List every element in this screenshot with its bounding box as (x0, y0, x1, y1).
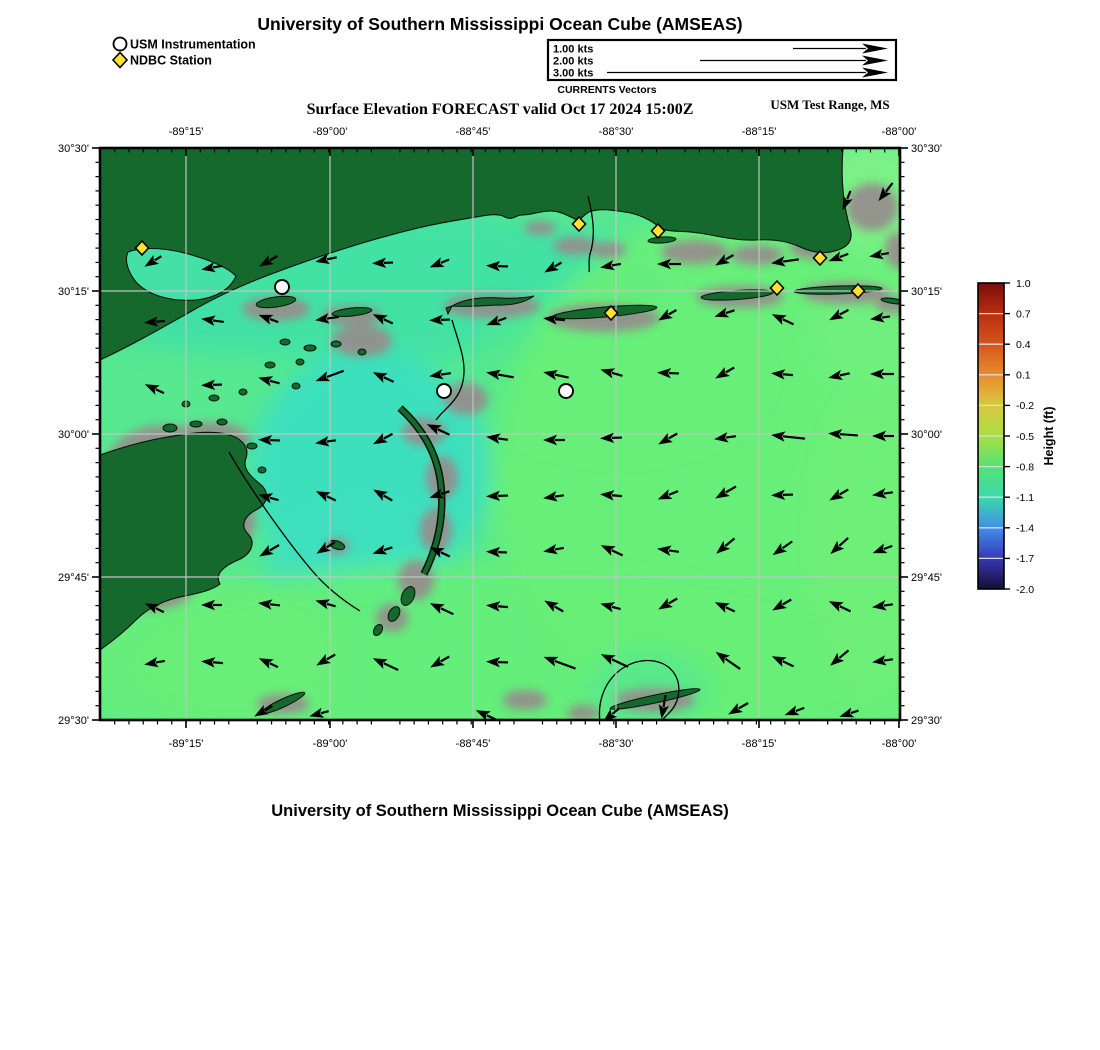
forecast-subtitle: Surface Elevation FORECAST valid Oct 17 2024 15:00Z (306, 101, 694, 118)
lon-tick-label: -89°15' (168, 126, 204, 138)
lon-tick-label: -89°00' (312, 126, 348, 138)
lat-tick-label: 30°00' (58, 429, 89, 441)
lon-tick-label: -88°00' (881, 126, 917, 138)
lat-tick-label: 30°15' (58, 286, 89, 298)
lat-tick-label: 30°00' (911, 429, 942, 441)
usm-instrument-marker (437, 384, 451, 398)
colorbar-tick-label: -0.5 (1016, 430, 1035, 443)
lon-tick-label: -88°15' (741, 738, 777, 750)
lat-tick-label: 30°15' (911, 286, 942, 298)
lon-tick-label: -88°15' (741, 126, 777, 138)
colorbar-tick-label: 0.7 (1016, 308, 1031, 321)
ndbc-diamond-icon (113, 53, 127, 68)
lon-tick-label: -88°30' (598, 738, 634, 750)
colorbar-tick-label: 1.0 (1016, 277, 1031, 290)
footer-title: University of Southern Mississippi Ocean Cube (AMSEAS) (271, 802, 729, 820)
lon-tick-label: -88°30' (598, 126, 634, 138)
lat-tick-label: 30°30' (911, 143, 942, 155)
colorbar-tick-label: -1.4 (1016, 522, 1035, 535)
vector-speed-label: 1.00 kts (553, 43, 594, 56)
colorbar-tick-label: 0.4 (1016, 339, 1031, 351)
vector-speed-label: 3.00 kts (553, 67, 594, 80)
legend-usm-label: USM Instrumentation (130, 37, 256, 52)
lat-tick-label: 29°30' (58, 715, 89, 727)
lat-tick-label: 29°45' (911, 572, 942, 584)
colorbar-tick-label: -2.0 (1016, 583, 1035, 596)
map-area (20, 137, 1050, 770)
lat-tick-label: 29°45' (58, 572, 89, 584)
lat-tick-label: 30°30' (58, 143, 89, 155)
legend-ndbc-label: NDBC Station (130, 53, 212, 68)
lon-tick-label: -89°15' (168, 738, 204, 750)
lon-tick-label: -88°45' (455, 126, 491, 138)
vector-speed-label: 2.00 kts (553, 55, 594, 68)
colorbar-tick-label: -1.7 (1016, 553, 1035, 566)
marker-legend (113, 38, 256, 68)
usm-instrument-marker (275, 280, 289, 294)
usm-instrument-marker (559, 384, 573, 398)
lon-tick-label: -88°45' (455, 738, 491, 750)
colorbar-tick-label: -0.2 (1016, 400, 1035, 413)
colorbar-title: Height (ft) (1042, 406, 1056, 466)
lon-tick-label: -89°00' (312, 738, 348, 750)
currents-vector-legend (548, 40, 896, 96)
colorbar-tick-label: 0.1 (1016, 369, 1031, 382)
lat-tick-label: 29°30' (911, 715, 942, 727)
page-title: University of Southern Mississippi Ocean Cube (AMSEAS) (257, 14, 743, 34)
usm-circle-icon (114, 38, 127, 51)
vector-legend-caption: CURRENTS Vectors (557, 84, 657, 96)
colorbar (978, 278, 1034, 596)
colorbar-tick-label: -1.1 (1016, 492, 1035, 504)
colorbar-tick-label: -0.8 (1016, 461, 1035, 474)
lon-tick-label: -88°00' (881, 738, 917, 750)
region-label: USM Test Range, MS (770, 97, 890, 112)
